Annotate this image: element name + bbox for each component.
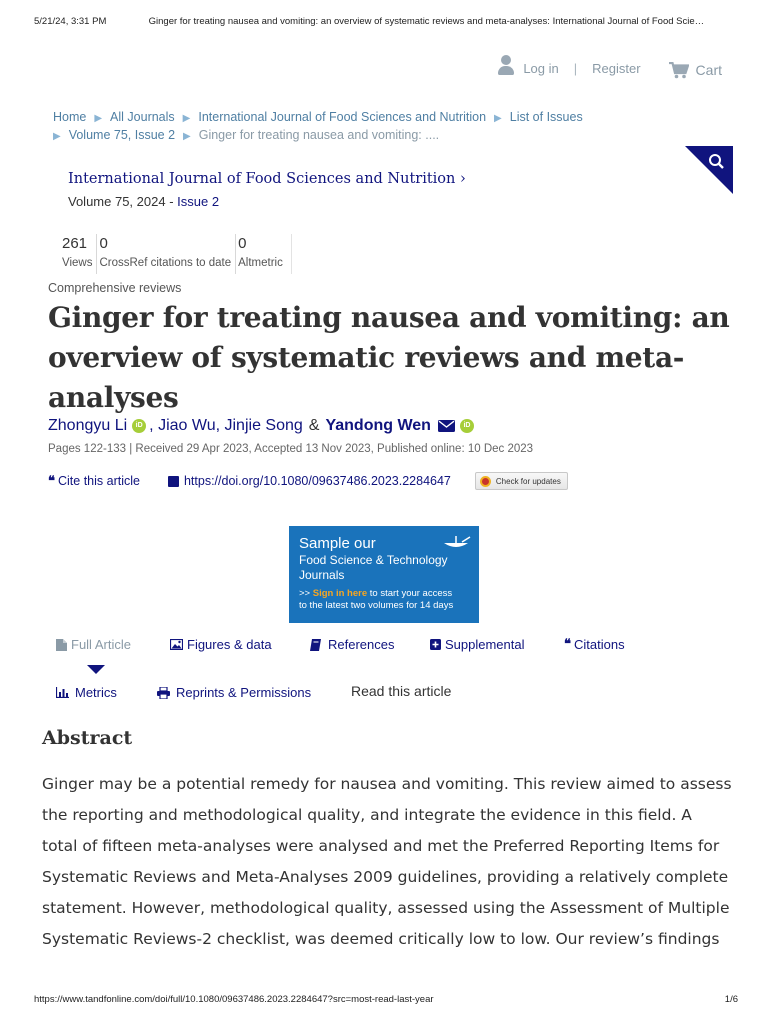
author-list: [48, 417, 477, 435]
cart-icon[interactable]: [669, 62, 689, 79]
banner-sign-in-link[interactable]: Sign in here: [312, 588, 368, 599]
banner-line: Food Science & Technology: [299, 553, 448, 567]
tab-label: Figures & data: [187, 637, 272, 652]
breadcrumb: [53, 109, 663, 145]
tab-reprints-permissions[interactable]: [157, 685, 311, 700]
tab-label: Citations: [574, 637, 625, 652]
book-icon: [310, 639, 322, 651]
tab-supplemental[interactable]: [430, 637, 525, 652]
tab-label: Supplemental: [445, 637, 525, 652]
volume-text: Volume 75, 2024 -: [68, 194, 178, 209]
tab-figures-data[interactable]: [170, 637, 272, 652]
tab-label: Metrics: [75, 685, 117, 700]
crossmark-icon: [480, 476, 491, 487]
orcid-icon[interactable]: iD: [460, 419, 474, 433]
article-metrics: [60, 234, 292, 274]
author-separator: ,: [215, 417, 221, 434]
volume-line: [68, 194, 219, 209]
bar-chart-icon: [56, 687, 69, 698]
tab-label: Full Article: [71, 637, 131, 652]
tab-references[interactable]: [310, 637, 394, 652]
lamp-logo-icon: [441, 534, 471, 552]
banner-line: Journals: [299, 568, 345, 582]
metric-label: Altmetric: [238, 257, 283, 269]
abstract-text: Ginger may be a potential remedy for nausea and vomiting. This review aimed to assess the reporting and methodological quality, and integrate the evidence in this field. A total of fifteen meta-analyses were analysed and met the Preferred Reporting Items for Systematic Reviews and Meta-Analyses 2009 guidelines, providing a relatively complete statement. However, methodological quality, assessed using the Assessment of Multiple Systematic Reviews-2 checklist, was deemed critically low to low. Our review’s findings: [42, 775, 732, 948]
print-footer: [34, 994, 738, 1005]
orcid-icon[interactable]: iD: [132, 419, 146, 433]
breadcrumb-home[interactable]: Home: [53, 110, 87, 124]
banner-line: to the latest two volumes for 14 days: [299, 600, 454, 611]
breadcrumb-separator-icon: ▶: [94, 113, 103, 124]
print-timestamp: 5/21/24, 3:31 PM: [34, 16, 107, 27]
breadcrumb-journal[interactable]: International Journal of Food Sciences and Nutrition: [198, 110, 487, 124]
journal-title-link[interactable]: [68, 171, 466, 187]
cite-article-link[interactable]: Cite this article: [58, 474, 140, 488]
author-link[interactable]: Jiao Wu: [158, 417, 216, 434]
breadcrumb-volume-issue[interactable]: Volume 75, Issue 2: [68, 128, 176, 142]
publication-dates: Pages 122-133 | Received 29 Apr 2023, Accepted 13 Nov 2023, Published online: 10 Dec 2023: [48, 443, 534, 455]
nav-separator: |: [573, 60, 578, 76]
issue-link[interactable]: Issue 2: [177, 194, 220, 209]
author-ampersand: &: [308, 417, 320, 434]
breadcrumb-all-journals[interactable]: All Journals: [110, 110, 175, 124]
search-toggle-button[interactable]: [685, 146, 733, 194]
metric-crossref: [97, 234, 236, 274]
document-icon: [56, 639, 67, 651]
cart-link[interactable]: Cart: [695, 62, 722, 78]
printer-icon: [157, 687, 170, 699]
tab-citations[interactable]: [564, 637, 625, 652]
check-for-updates-label: Check for updates: [495, 476, 561, 486]
active-tab-indicator-icon: [87, 665, 105, 674]
cite-row: [48, 472, 568, 490]
print-page-title: Ginger for treating nausea and vomiting: an overview of systematic reviews and meta-analyses: International Journal of Food Scie…: [148, 16, 705, 27]
user-icon: [498, 55, 514, 75]
tab-label: Read this article: [351, 683, 452, 699]
metric-label: Views: [62, 257, 93, 269]
tab-metrics[interactable]: [56, 685, 117, 700]
envelope-icon[interactable]: [438, 420, 455, 432]
doi-link[interactable]: https://doi.org/10.1080/09637486.2023.2284647: [183, 474, 451, 488]
banner-line: Sample our: [299, 535, 376, 552]
check-for-updates-button[interactable]: [475, 472, 568, 490]
metric-value: 0: [99, 235, 108, 252]
quote-icon: ❝: [48, 473, 54, 489]
top-navigation: [498, 58, 722, 78]
metric-views: [60, 234, 97, 274]
print-page-number: 1/6: [724, 994, 738, 1005]
metric-value: 261: [62, 235, 88, 252]
image-icon: [170, 639, 183, 650]
external-link-icon: [168, 476, 179, 487]
print-url: https://www.tandfonline.com/doi/full/10.1080/09637486.2023.2284647?src=most-read-last-year: [34, 994, 434, 1005]
author-link[interactable]: Jinjie Song: [224, 417, 303, 434]
quote-icon: ❝: [564, 637, 570, 652]
breadcrumb-current: Ginger for treating nausea and vomiting: ....: [198, 128, 440, 142]
plus-square-icon: [430, 639, 441, 650]
sample-journals-banner[interactable]: [289, 526, 479, 623]
abstract-heading: Abstract: [42, 727, 133, 749]
tab-read-this-article[interactable]: [351, 683, 451, 699]
banner-line: [299, 588, 479, 600]
banner-text: to start your access: [367, 588, 453, 599]
breadcrumb-separator-icon: ▶: [183, 131, 191, 142]
login-link[interactable]: Log in: [523, 60, 559, 76]
article-title: Ginger for treating nausea and vomiting: an overview of systematic reviews and meta-analyses: [48, 301, 730, 414]
print-header: [34, 16, 738, 27]
tab-full-article[interactable]: [56, 637, 131, 652]
metric-altmetric[interactable]: [236, 234, 292, 274]
tab-label: References: [328, 637, 395, 652]
article-type: Comprehensive reviews: [48, 281, 182, 295]
chevron-right-icon: ›: [459, 171, 466, 187]
breadcrumb-separator-icon: ▶: [53, 131, 61, 142]
metric-label: CrossRef citations to date: [99, 257, 232, 269]
tab-label: Reprints & Permissions: [176, 685, 312, 700]
register-link[interactable]: Register: [592, 60, 641, 76]
metric-value: 0: [238, 235, 247, 252]
journal-title: International Journal of Food Sciences and Nutrition: [68, 171, 456, 187]
banner-text: >>: [299, 588, 313, 599]
author-link[interactable]: Yandong Wen: [325, 417, 431, 434]
breadcrumb-separator-icon: ▶: [182, 113, 191, 124]
breadcrumb-separator-icon: ▶: [494, 113, 502, 124]
author-link[interactable]: Zhongyu Li: [48, 417, 128, 434]
breadcrumb-list-of-issues[interactable]: List of Issues: [509, 110, 583, 124]
author-separator: ,: [149, 417, 154, 434]
